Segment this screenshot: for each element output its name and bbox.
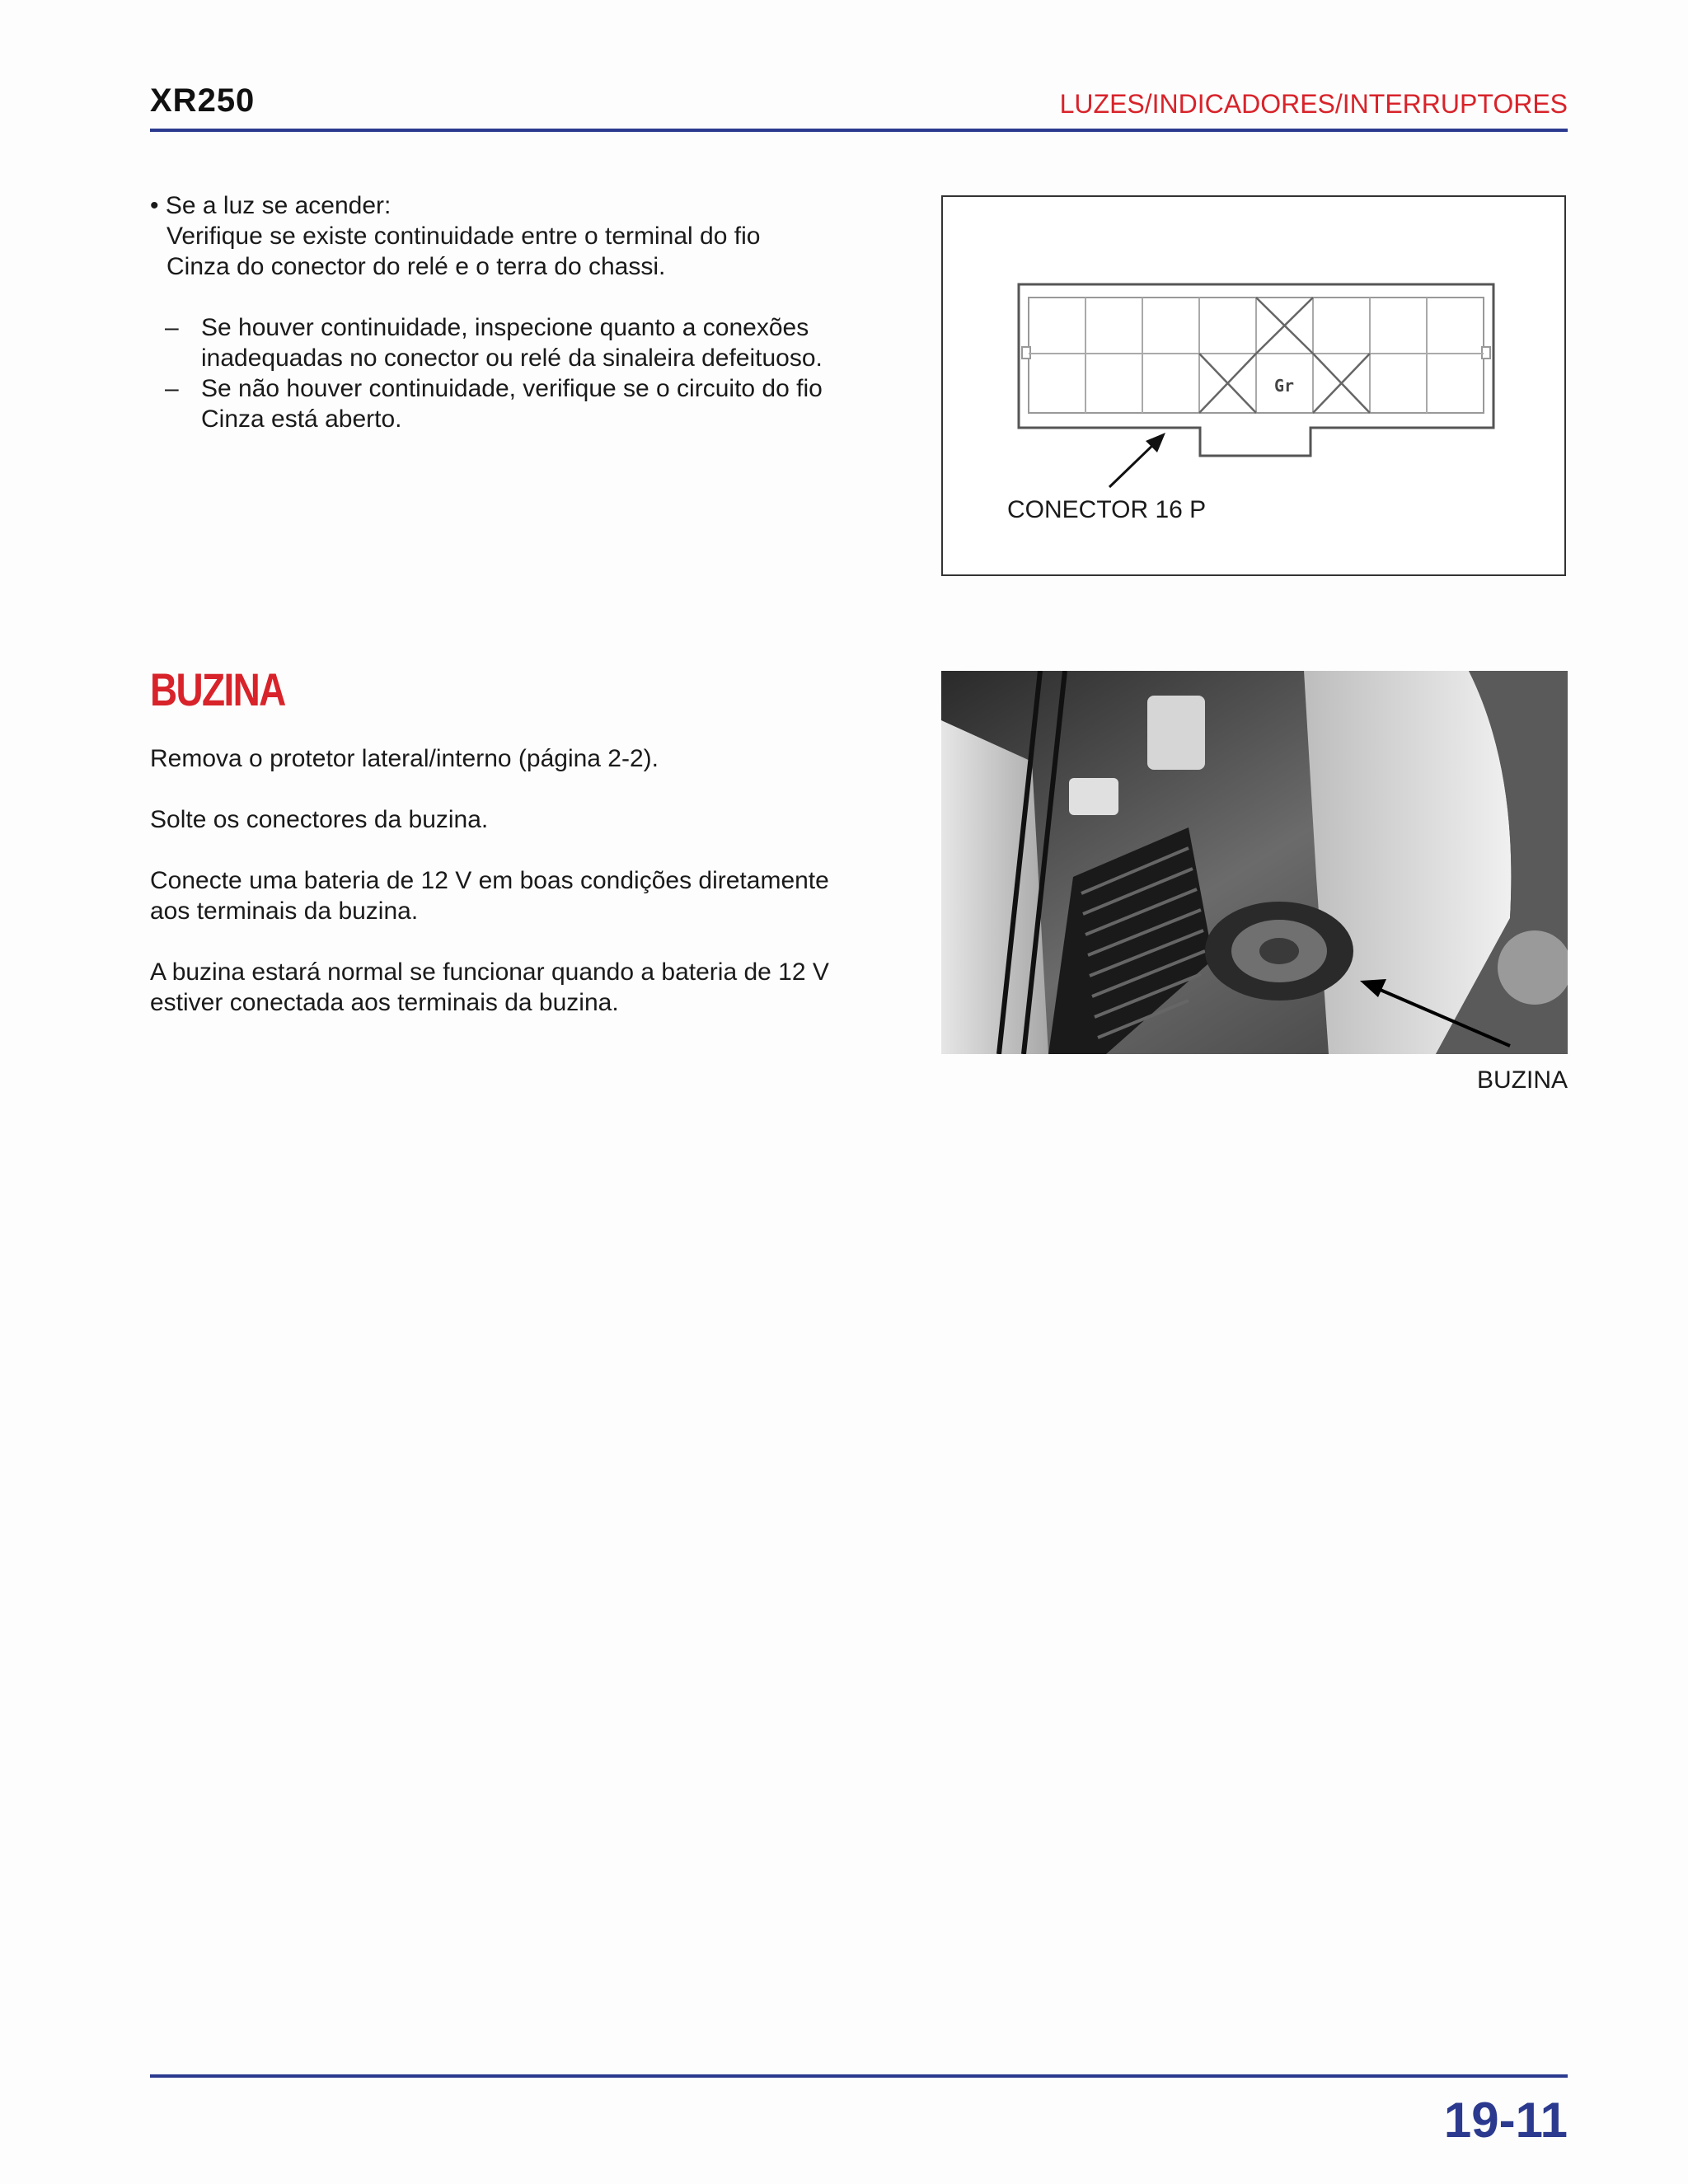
header-rule xyxy=(150,129,1568,132)
paragraph: Conecte uma bateria de 12 V em boas condições diretamente xyxy=(150,867,829,894)
terminal-label: Gr xyxy=(1273,376,1295,396)
page-number: 19-11 xyxy=(1443,2093,1568,2148)
section-title: BUZINA xyxy=(150,663,285,715)
dash-item-line: Cinza está aberto. xyxy=(201,405,402,433)
horn-caption: BUZINA xyxy=(1476,1066,1568,1094)
footer-rule xyxy=(150,2074,1568,2078)
bullet-text-line: Cinza do conector do relé e o terra do chassi. xyxy=(166,253,666,280)
section-heading: LUZES/INDICADORES/INTERRUPTORES xyxy=(1059,89,1568,119)
bullet-line: • Se a luz se acender: xyxy=(150,192,392,219)
paragraph: Remova o protetor lateral/interno (página 2-2). xyxy=(150,745,659,772)
connector-figure xyxy=(941,195,1566,576)
paragraph: aos terminais da buzina. xyxy=(150,898,419,925)
connector-caption: CONECTOR 16 P xyxy=(1007,496,1207,523)
horn-photo-illustration xyxy=(941,671,1568,1054)
dash-item-line: inadequadas no conector ou relé da sinaleira defeituoso. xyxy=(201,344,823,372)
model-title: XR250 xyxy=(150,82,256,119)
dash-item-line: Se houver continuidade, inspecione quanto a conexões xyxy=(201,314,809,341)
paragraph: A buzina estará normal se funcionar quando a bateria de 12 V xyxy=(150,958,829,986)
horn-photo xyxy=(941,671,1568,1054)
horn-instructions xyxy=(150,743,892,1018)
bullet-text-line: Verifique se existe continuidade entre o terminal do fio xyxy=(166,223,761,250)
dash-item-line: Se não houver continuidade, verifique se o circuito do fio xyxy=(201,375,823,402)
continuity-instructions xyxy=(150,190,875,434)
paragraph: estiver conectada aos terminais da buzina. xyxy=(150,989,619,1016)
paragraph: Solte os conectores da buzina. xyxy=(150,806,489,833)
dash-item: – Se não houver continuidade, verifique se o circuito do fio Cinza está aberto. xyxy=(165,373,875,434)
dash-item: – Se houver continuidade, inspecione quanto a conexões inadequadas no conector ou relé da sinaleira defeituoso. xyxy=(165,312,875,373)
